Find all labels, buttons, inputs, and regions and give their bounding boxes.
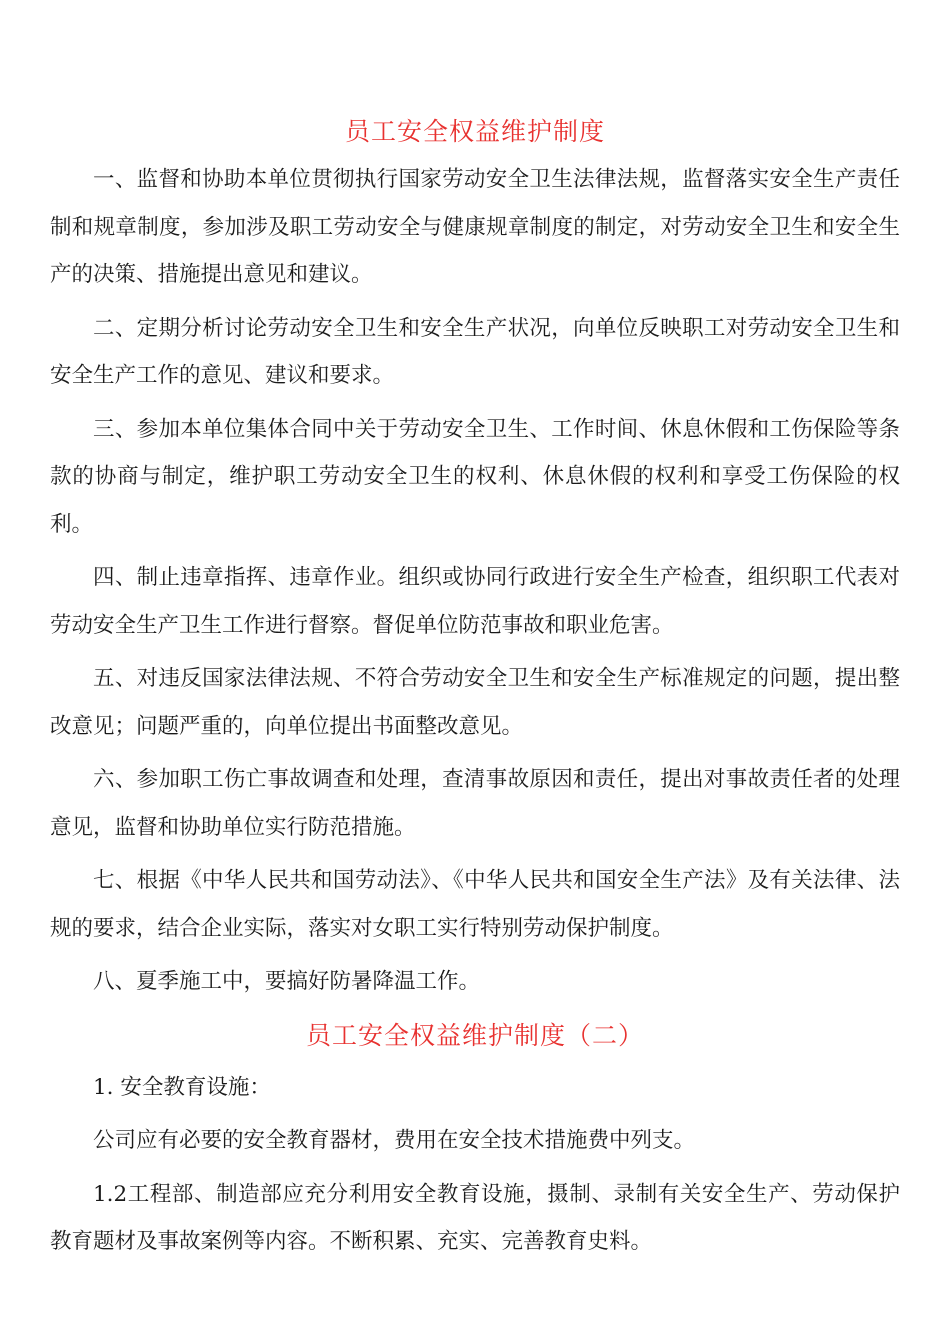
paragraph: 五、对违反国家法律法规、不符合劳动安全卫生和安全生产标准规定的问题，提出整改意见；问题严重的，向单位提出书面整改意见。 bbox=[50, 666, 900, 739]
paragraph: 三、参加本单位集体合同中关于劳动安全卫生、工作时间、休息休假和工伤保险等条款的协商与制定，维护职工劳动安全卫生的权利、休息休假的权利和享受工伤保险的权利。 bbox=[50, 416, 900, 537]
paragraph: 四、制止违章指挥、违章作业。组织或协同行政进行安全生产检查，组织职工代表对劳动安全生产卫生工作进行督察。督促单位防范事故和职业危害。 bbox=[50, 565, 900, 638]
paragraph: 七、根据《中华人民共和国劳动法》、《中华人民共和国安全生产法》及有关法律、法规的要求，结合企业实际，落实对女职工实行特别劳动保护制度。 bbox=[50, 868, 900, 941]
document-title: 员工安全权益维护制度 bbox=[344, 117, 605, 146]
section-2-title: 员工安全权益维护制度（二） bbox=[305, 1020, 644, 1050]
paragraph: 1. 安全教育设施： bbox=[93, 1074, 271, 1100]
paragraph: 一、监督和协助本单位贯彻执行国家劳动安全卫生法律法规，监督落实安全生产责任制和规章制度，参加涉及职工劳动安全与健康规章制度的制定，对劳动安全卫生和安全生产的决策、措施提出意见和建议。 bbox=[50, 167, 900, 287]
paragraph: 八、夏季施工中，要搞好防暑降温工作。 bbox=[93, 969, 481, 994]
section-1-body bbox=[50, 156, 900, 1006]
document-page bbox=[50, 108, 900, 1272]
paragraph: 1.2工程部、制造部应充分利用安全教育设施，摄制、录制有关安全生产、劳动保护教育题材及事故案例等内容。不断积累、充实、完善教育史料。 bbox=[50, 1181, 900, 1254]
paragraph: 二、定期分析讨论劳动安全卫生和安全生产状况，向单位反映职工对劳动安全卫生和安全生产工作的意见、建议和要求。 bbox=[50, 315, 900, 388]
paragraph: 公司应有必要的安全教育器材，费用在安全技术措施费中列支。 bbox=[93, 1128, 696, 1153]
paragraph: 六、参加职工伤亡事故调查和处理，查清事故原因和责任，提出对事故责任者的处理意见，监督和协助单位实行防范措施。 bbox=[50, 767, 900, 840]
section-2-body bbox=[50, 1064, 900, 1266]
